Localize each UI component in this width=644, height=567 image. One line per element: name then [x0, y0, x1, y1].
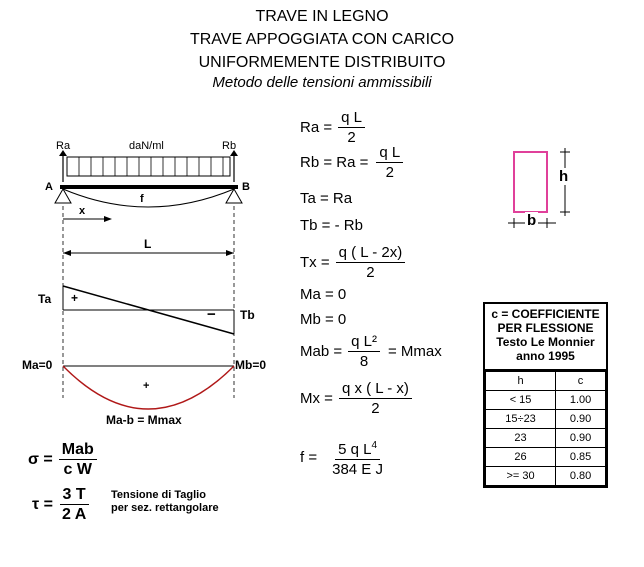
coef-title-line-4: anno 1995 — [516, 349, 575, 363]
f-numerator-base: 5 q L — [338, 441, 372, 458]
shear-minus: − — [207, 306, 216, 323]
ra-denominator: 2 — [347, 129, 356, 146]
formula-deflection — [300, 436, 386, 479]
reaction-arrow-a — [59, 150, 67, 182]
label-tb: Tb — [240, 308, 255, 322]
f-lhs: f = — [300, 449, 318, 466]
column-header-c: c — [556, 372, 606, 391]
label-deflection: f — [140, 193, 144, 205]
deflection-curve — [63, 189, 234, 207]
cell-c: 0.80 — [556, 467, 606, 486]
section-diagram — [500, 140, 590, 235]
tau-formula — [32, 485, 89, 524]
coef-title-line-3: Testo Le Monnier — [496, 335, 595, 349]
beam-diagram — [0, 0, 300, 440]
table-row — [486, 448, 606, 467]
mab-numerator: q L² — [348, 332, 380, 352]
rb-denominator: 2 — [385, 164, 394, 181]
mab-lhs: Mab = — [300, 343, 343, 360]
cell-c: 0.90 — [556, 410, 606, 429]
tau-note-2: per sez. rettangolare — [111, 502, 219, 514]
section-rectangle — [514, 152, 547, 212]
formula-mab — [300, 332, 442, 371]
label-rb: Rb — [222, 140, 237, 152]
label-ra: Ra — [56, 140, 71, 152]
label-support-a: A — [45, 181, 53, 193]
rb-numerator: q L — [376, 143, 403, 163]
cell-h: 26 — [486, 448, 556, 467]
f-numerator — [335, 436, 380, 460]
coefficient-table-title — [485, 304, 606, 371]
label-x: x — [79, 205, 86, 217]
sigma-numerator: Mab — [59, 440, 97, 460]
formula-tb: Tb = - Rb — [300, 217, 363, 234]
cell-c: 0.90 — [556, 429, 606, 448]
formula-ra — [300, 108, 365, 147]
table-header-row — [486, 372, 606, 391]
label-mb: Mb=0 — [235, 358, 267, 372]
rb-lhs: Rb = Ra = — [300, 154, 369, 171]
sigma-formula — [28, 440, 97, 479]
label-load-unit: daN/ml — [129, 140, 164, 152]
title-line-3: UNIFORMEMENTE DISTRIBUITO — [198, 54, 446, 71]
sigma-lhs: σ = — [28, 450, 53, 468]
table-row — [486, 410, 606, 429]
f-numerator-exponent: 4 — [371, 440, 378, 451]
tau-numerator: 3 T — [60, 485, 89, 505]
formula-rb — [300, 143, 403, 182]
tx-numerator: q ( L - 2x) — [336, 243, 406, 263]
title-line-2: TRAVE APPOGGIATA CON CARICO — [189, 31, 455, 48]
table-row — [486, 429, 606, 448]
shear-plus: + — [71, 291, 79, 305]
coefficient-table-box — [483, 302, 608, 488]
mx-numerator: q x ( L - x) — [339, 379, 412, 399]
ra-numerator: q L — [338, 108, 365, 128]
table-row — [486, 391, 606, 410]
moment-plus: + — [143, 380, 150, 392]
cell-h: 23 — [486, 429, 556, 448]
table-row — [486, 467, 606, 486]
tau-note-1: Tensione di Taglio — [111, 489, 206, 501]
coefficient-table — [485, 371, 606, 486]
mx-denominator: 2 — [371, 400, 380, 417]
tx-lhs: Tx = — [300, 254, 330, 271]
coef-title-line-1: c = COEFFICIENTE — [491, 307, 600, 321]
section-h-label: h — [559, 168, 569, 185]
ra-lhs: Ra = — [300, 119, 333, 136]
cell-h: >= 30 — [486, 467, 556, 486]
label-support-b: B — [242, 181, 250, 193]
tx-denominator: 2 — [366, 264, 375, 281]
coef-title-line-2: PER FLESSIONE — [497, 321, 594, 335]
title-line-1: TRAVE IN LEGNO — [255, 8, 389, 25]
label-ta: Ta — [38, 292, 52, 306]
formula-ma: Ma = 0 — [300, 286, 347, 303]
cell-h: < 15 — [486, 391, 556, 410]
formula-mx — [300, 379, 412, 418]
cell-c: 1.00 — [556, 391, 606, 410]
f-denominator: 384 E J — [332, 461, 383, 478]
formula-ta: Ta = Ra — [300, 190, 353, 207]
cell-h: 15÷23 — [486, 410, 556, 429]
label-span: L — [144, 237, 152, 251]
formula-tx — [300, 243, 405, 282]
section-b-label: b — [527, 212, 537, 229]
tau-denominator: 2 A — [61, 506, 87, 523]
label-ma: Ma=0 — [22, 358, 53, 372]
mab-rhs: = Mmax — [387, 343, 442, 360]
tau-lhs: τ = — [32, 495, 53, 513]
formula-mb: Mb = 0 — [300, 311, 347, 328]
column-header-h: h — [486, 372, 556, 391]
reaction-arrow-b — [230, 150, 238, 182]
distributed-load — [67, 157, 230, 176]
label-mmax: Ma-b = Mmax — [106, 413, 182, 427]
cell-c: 0.85 — [556, 448, 606, 467]
sigma-denominator: c W — [63, 461, 92, 478]
mab-denominator: 8 — [359, 353, 369, 370]
title-method: Metodo delle tensioni ammissibili — [212, 74, 432, 91]
mx-lhs: Mx = — [300, 390, 333, 407]
